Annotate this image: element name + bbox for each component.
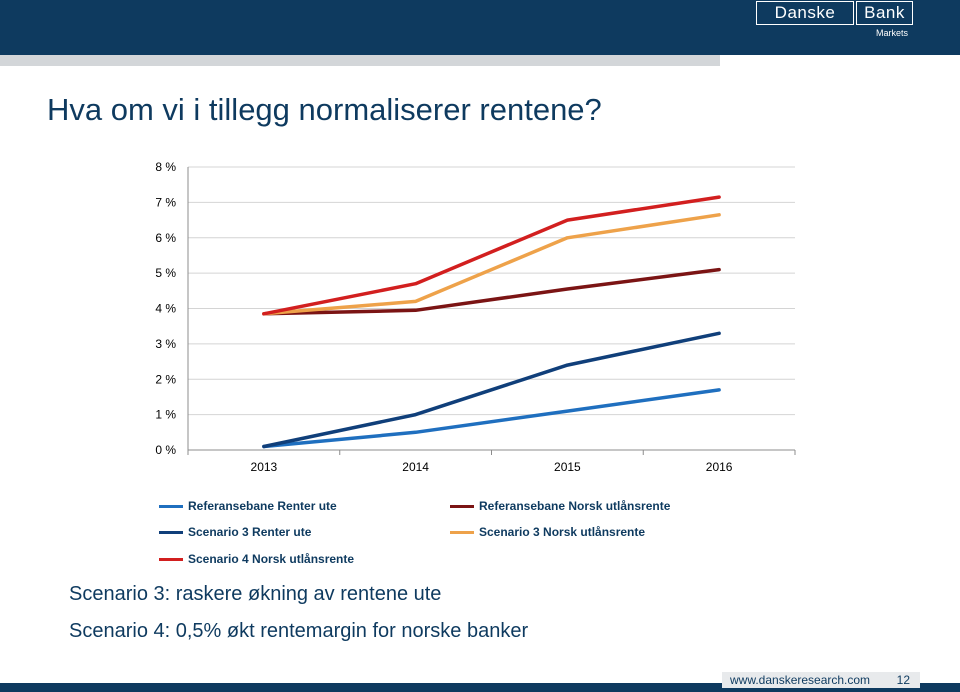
logo-subtitle: Markets <box>876 28 909 38</box>
slide-title: Hva om vi i tillegg normaliserer rentene? <box>47 92 602 127</box>
logo-word-danske: Danske <box>756 1 854 25</box>
scenario-4-note: Scenario 4: 0,5% økt rentemargin for norske banker <box>69 620 529 642</box>
series-line <box>264 197 719 314</box>
series-line <box>264 390 719 447</box>
legend-item-ref-renter-ute <box>159 497 337 515</box>
legend-label: Scenario 4 Norsk utlånsrente <box>188 552 355 566</box>
x-tick-label: 2016 <box>705 460 733 474</box>
legend-item-scenario3-norsk <box>450 523 645 541</box>
y-tick-label: 4 % <box>155 301 176 316</box>
y-tick-label: 1 % <box>155 407 176 422</box>
y-tick-label: 3 % <box>155 336 176 351</box>
footer-url[interactable]: www.danskeresearch.com <box>730 673 871 687</box>
y-tick-label: 7 % <box>155 195 176 210</box>
x-tick-label: 2014 <box>402 460 429 474</box>
legend-item-scenario3-renter-ute <box>159 523 311 541</box>
legend-item-ref-norsk <box>450 497 670 515</box>
legend-label: Referansebane Norsk utlånsrente <box>479 499 671 513</box>
legend-swatch <box>159 558 183 561</box>
legend-label: Scenario 3 Renter ute <box>188 525 312 539</box>
y-tick-label: 0 % <box>155 443 176 457</box>
x-tick-label: 2013 <box>250 460 278 474</box>
scenario-3-note: Scenario 3: raskere økning av rentene ute <box>69 583 442 605</box>
series-line <box>264 333 719 446</box>
logo-word-bank: Bank <box>856 1 913 25</box>
footer <box>722 672 920 688</box>
legend-swatch <box>450 531 474 534</box>
legend-swatch <box>450 505 474 508</box>
y-tick-label: 8 % <box>155 160 176 174</box>
y-tick-label: 2 % <box>155 372 176 387</box>
legend-item-scenario4-norsk <box>159 550 354 568</box>
y-tick-label: 5 % <box>155 266 176 281</box>
legend-label: Referansebane Renter ute <box>188 499 337 513</box>
page-number: 12 <box>896 673 910 687</box>
y-tick-label: 6 % <box>155 230 176 245</box>
legend-swatch <box>159 505 183 508</box>
x-tick-label: 2015 <box>554 460 581 474</box>
legend-label: Scenario 3 Norsk utlånsrente <box>479 525 646 539</box>
legend-swatch <box>159 531 183 534</box>
